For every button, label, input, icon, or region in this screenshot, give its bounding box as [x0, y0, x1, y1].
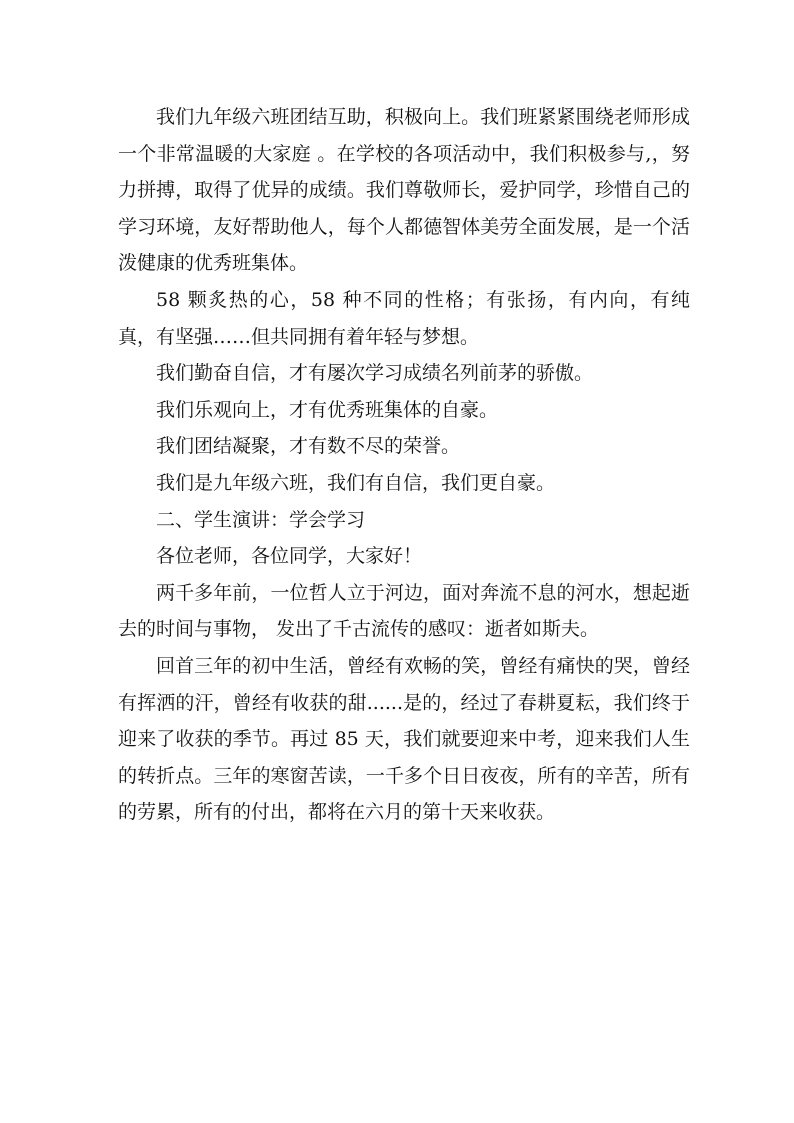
paragraph-58-hearts: 58 颗炙热的心，58 种不同的性格；有张扬，有内向，有纯真，有坚强……但共同拥有着年轻与梦想。	[118, 288, 690, 348]
paragraph-class-motto: 我们是九年级六班，我们有自信，我们更自豪。	[156, 471, 556, 494]
paragraph-united: 我们团结凝聚，才有数不尽的荣誉。	[156, 435, 461, 458]
paragraph-philosopher: 两千多年前，一位哲人立于河边，面对奔流不息的河水，想起逝去的时间与事物， 发出了千古流传的感叹：逝者如斯夫。	[118, 581, 690, 641]
paragraph-diligent: 我们勤奋自信，才有屡次学习成绩名列前茅的骄傲。	[156, 362, 594, 385]
document-body	[118, 99, 690, 831]
paragraph-greeting: 各位老师，各位同学，大家好！	[156, 545, 423, 568]
section-heading-speech: 二、学生演讲：学会学习	[156, 508, 366, 531]
paragraph-looking-back: 回首三年的初中生活，曾经有欢畅的笑，曾经有痛快的哭，曾经有挥洒的汗，曾经有收获的甜......是的，经过了春耕夏耘，我们终于迎来了收获的季节。再过 85 天，我们就要迎来中考，迎来我们人生的转折点。三年的寒窗苦读，一千多个日日夜夜，所有的辛苦，所有的劳累，所有的付出，都将在六月的第十天来收获。	[118, 654, 690, 824]
paragraph-class-intro: 我们九年级六班团结互助，积极向上。我们班紧紧围绕老师形成一个非常温暖的大家庭 。在学校的各项活动中，我们积极参与,，努力拼搏，取得了优异的成绩。我们尊敬师长，爱护同学，珍惜自己的学习环境，友好帮助他人，每个人都德智体美劳全面发展，是一个活泼健康的优秀班集体。	[118, 106, 690, 275]
paragraph-optimistic: 我们乐观向上，才有优秀班集体的自豪。	[156, 398, 499, 421]
